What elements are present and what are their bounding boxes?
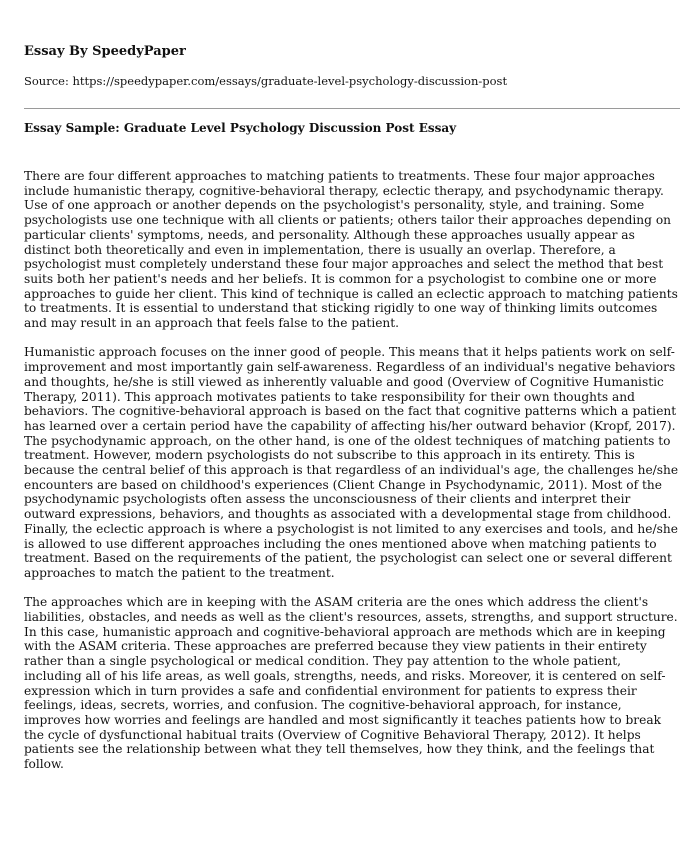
paragraph-1: There are four different approaches to matching patients to treatments. These four major approaches include humanistic therapy, cognitive-behavioral therapy, eclectic therapy, and psychodynamic therapy. Use of one approach or another depends on the psychologist's personality, style, and training. Some psychologists use one technique with all clients or patients; others tailor their approaches depending on particular clients' symptoms, needs, and personality. Although these approaches usually appear as distinct both theoretically and even in implementation, there is usually an overlap. Therefore, a psychologist must completely understand these four major approaches and select the method that best suits both her patient's needs and her beliefs. It is common for a psychologist to combine one or more approaches to guide her client. This kind of technique is called an eclectic approach to matching patients to treatments. It is essential to understand that sticking rigidly to one way of thinking limits outcomes and may result in an approach that feels false to the patient.	[24, 169, 678, 331]
document-header-title: Essay By SpeedyPaper	[24, 44, 186, 59]
source-line: Source: https://speedypaper.com/essays/graduate-level-psychology-discussion-post	[24, 74, 508, 88]
paragraph-3: The approaches which are in keeping with the ASAM criteria are the ones which address the client's liabilities, obstacles, and needs as well as the client's resources, assets, strengths, and support structure. In this case, humanistic approach and cognitive-behavioral approach are methods which are in keeping with the ASAM criteria. These approaches are preferred because they view patients in their entirety rather than a single psychological or medical condition. They pay attention to the whole patient, including all of his life areas, as well goals, strengths, needs, and risks. Moreover, it is centered on self-expression which in turn provides a safe and confidential environment for patients to express their feelings, ideas, secrets, worries, and confusion. The cognitive-behavioral approach, for instance, improves how worries and feelings are handled and most significantly it teaches patients how to break the cycle of dysfunctional habitual traits (Overview of Cognitive Behavioral Therapy, 2012). It helps patients see the relationship between what they tell themselves, how they think, and the feelings that follow.	[24, 595, 678, 772]
header-divider	[24, 108, 680, 109]
paragraph-2: Humanistic approach focuses on the inner good of people. This means that it helps patients work on self-improvement and most importantly gain self-awareness. Regardless of an individual's negative behaviors and thoughts, he/she is still viewed as inherently valuable and good (Overview of Cognitive Humanistic Therapy, 2011). This approach motivates patients to take responsibility for their own thoughts and behaviors. The cognitive-behavioral approach is based on the fact that cognitive patterns which a patient has learned over a certain period have the capability of affecting his/her outward behavior (Kropf, 2017). The psychodynamic approach, on the other hand, is one of the oldest techniques of matching patients to treatment. However, modern psychologists do not subscribe to this approach in its entirety. This is because the central belief of this approach is that regardless of an individual's age, the challenges he/she encounters are based on childhood's experiences (Client Change in Psychodynamic, 2011). Most of the psychodynamic psychologists often assess the unconsciousness of their clients and interpret their outward expressions, behaviors, and thoughts as associated with a developmental stage from childhood. Finally, the eclectic approach is where a psychologist is not limited to any exercises and tools, and he/she is allowed to use different approaches including the ones mentioned above when matching patients to treatment. Based on the requirements of the patient, the psychologist can select one or several different approaches to match the patient to the treatment.	[24, 345, 679, 580]
essay-title: Essay Sample: Graduate Level Psychology Discussion Post Essay	[24, 121, 457, 135]
essay-body	[24, 169, 682, 786]
